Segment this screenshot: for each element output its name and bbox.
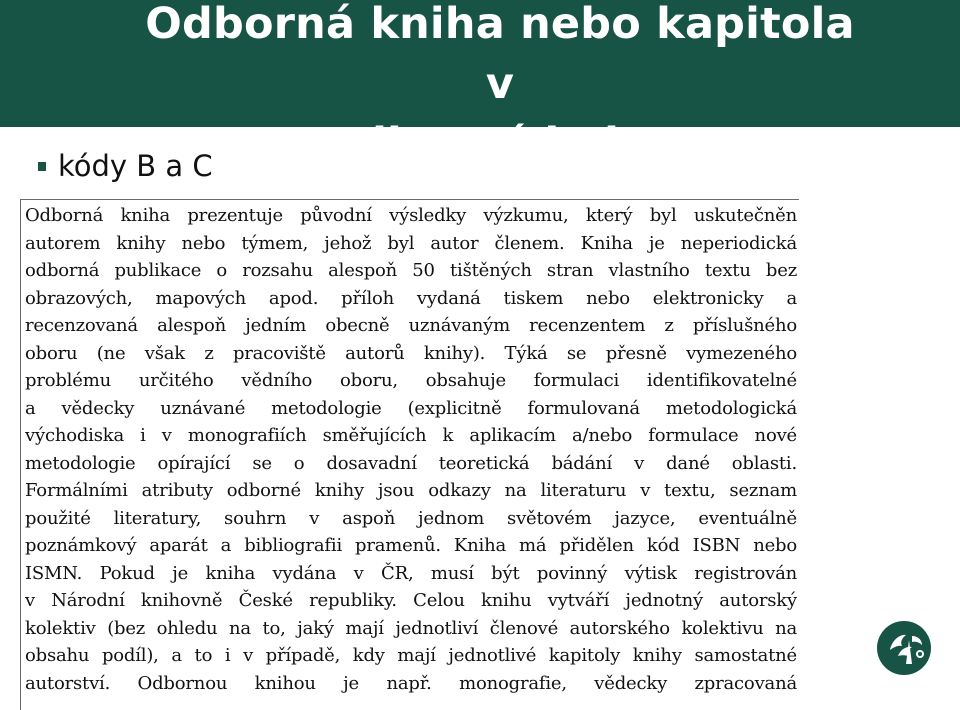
document-line: metodologie opírající se o dosavadní teoretická bádání v dané oblasti. (25, 452, 797, 474)
bullet-item (38, 146, 213, 186)
document-line: v Národní knihovně České republiky. Celou knihu vytváří jednotný autorský (25, 590, 797, 611)
document-line: oboru (ne však z pracoviště autorů knihy). Týká se přesně vymezeného (25, 342, 797, 364)
document-line: autorem knihy nebo týmem, jehož byl autor členem. Kniha je neperiodická (25, 232, 797, 254)
document-line: východiska i v monografiích směřujících k aplikacím a/nebo formulace nové (25, 425, 797, 446)
document-line: použité literatury, souhrn v aspoň jednom světovém jazyce, eventuálně (25, 507, 797, 529)
bullet-text: kódy B a C (58, 149, 213, 183)
document-text (21, 200, 799, 697)
document-line: obsahu podíl), a to i v případě, kdy mají jednotlivé kapitoly knihy samostatné (25, 645, 797, 666)
document-line: poznámkový aparát a bibliografii pramenů. Kniha má přidělen kód ISBN nebo (25, 535, 797, 556)
document-line: kolektiv (bez ohledu na to, jaký mají jednotliví členové autorského kolektivu na (25, 617, 797, 639)
document-line: autorství. Odbornou knihou je např. monografie, vědecky zpracovaná (25, 672, 797, 694)
document-line: odborná publikace o rozsahu alespoň 50 tištěných stran vlastního textu bez (25, 260, 797, 281)
page-title (140, 0, 860, 174)
page-title-line-1: Odborná kniha nebo kapitola v (145, 0, 855, 109)
page-title-line-2: odborné knize (326, 119, 674, 169)
document-line: problému určitého vědního oboru, obsahuje formulaci identifikovatelné (25, 370, 797, 391)
university-emblem-icon (876, 620, 932, 676)
document-line: a vědecky uznávané metodologie (explicitně formulovaná metodologická (25, 397, 797, 419)
document-line: Formálními atributy odborné knihy jsou odkazy na literaturu v textu, seznam (25, 480, 797, 501)
document-line: obrazových, mapových apod. příloh vydaná tiskem nebo elektronicky a (25, 287, 797, 309)
bullet-marker-icon (38, 162, 46, 171)
document-excerpt (20, 199, 799, 710)
document-line: recenzovaná alespoň jedním obecně uznávaným recenzentem z příslušného (25, 315, 797, 336)
document-line: Odborná kniha prezentuje původní výsledky výzkumu, který byl uskutečněn (25, 205, 797, 226)
document-line: ISMN. Pokud je kniha vydána v ČR, musí být povinný výtisk registrován (25, 562, 797, 584)
